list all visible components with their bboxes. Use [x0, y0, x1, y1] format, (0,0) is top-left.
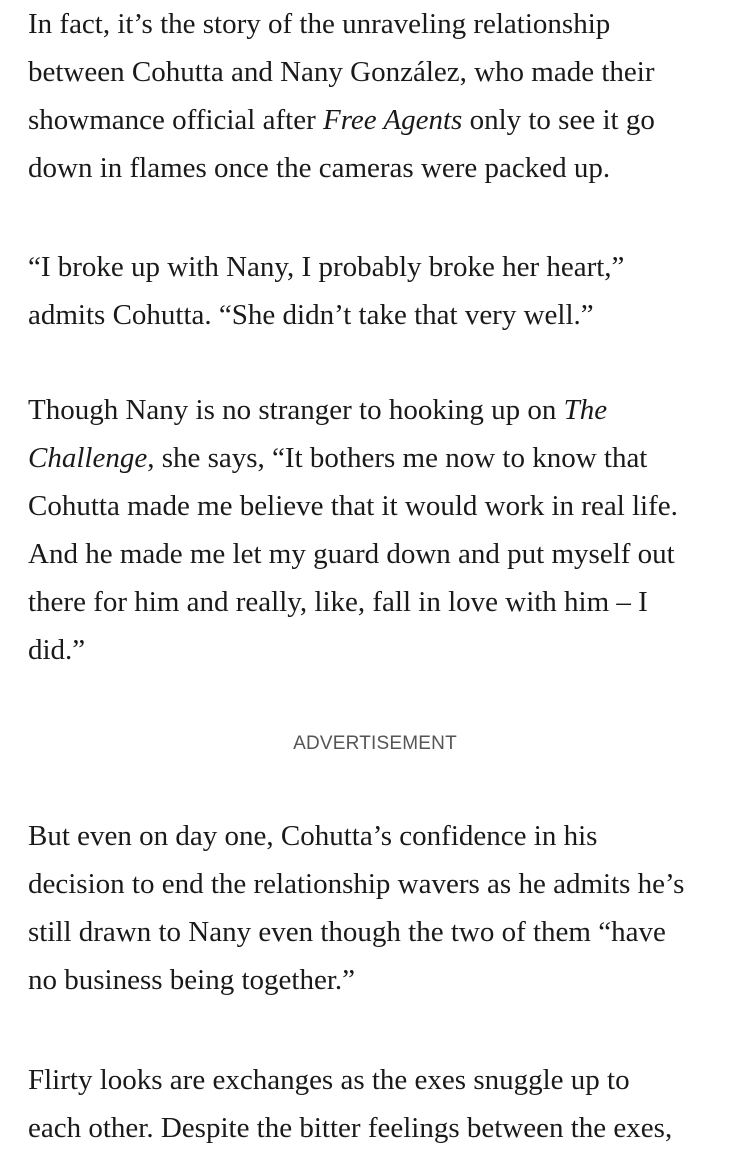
text-span: Though Nany is no stranger to hooking up on [28, 394, 564, 426]
article-paragraph-3 [28, 386, 728, 674]
text-line [28, 812, 728, 860]
text-span: down in flames once the cameras were packed up. [28, 152, 611, 184]
text-span: Flirty looks are exchanges as the exes snuggle up to [28, 1064, 630, 1096]
text-span: decision to end the relationship wavers as he admits he’s [28, 868, 685, 900]
text-span: , she says, “It bothers me now to know that [147, 442, 648, 474]
text-span: still drawn to Nany even though the two of them “have [28, 916, 666, 948]
text-line [28, 243, 728, 291]
text-line [28, 1104, 728, 1152]
text-line [28, 578, 728, 626]
text-span: did.” [28, 634, 86, 666]
text-line [28, 96, 728, 144]
article-paragraph-1 [28, 0, 728, 192]
text-line [28, 144, 728, 192]
text-span: Cohutta made me believe that it would work in real life. [28, 490, 678, 522]
text-span: “I broke up with Nany, I probably broke her heart,” [28, 251, 625, 283]
text-line [28, 386, 728, 434]
article-paragraph-4 [28, 812, 728, 1004]
italic-title: Free Agents [322, 104, 463, 136]
text-line [28, 908, 728, 956]
text-span: admits Cohutta. “She didn’t take that very well.” [28, 299, 594, 331]
text-line [28, 860, 728, 908]
text-span: no business being together.” [28, 964, 356, 996]
text-span: only to see it go [462, 104, 655, 136]
text-line [28, 434, 728, 482]
text-line [28, 482, 728, 530]
text-line [28, 626, 728, 674]
italic-title: Challenge [28, 442, 148, 474]
italic-title: The [563, 394, 608, 426]
text-line [28, 291, 728, 339]
text-span: each other. Despite the bitter feelings between the exes, [28, 1112, 673, 1144]
text-line [28, 48, 728, 96]
article-paragraph-5 [28, 1056, 728, 1152]
text-line [28, 530, 728, 578]
text-span: And he made me let my guard down and put myself out [28, 538, 675, 570]
text-span: But even on day one, Cohutta’s confidence in his [28, 820, 598, 852]
text-span: there for him and really, like, fall in love with him – I [28, 586, 648, 618]
advertisement-label: ADVERTISEMENT [293, 733, 457, 754]
text-span: between Cohutta and Nany González, who made their [28, 56, 655, 88]
text-span: In fact, it’s the story of the unraveling relationship [28, 8, 611, 40]
text-line [28, 956, 728, 1004]
article-paragraph-2 [28, 243, 728, 339]
text-line [28, 0, 728, 48]
text-line [28, 1056, 728, 1104]
text-span: showmance official after [28, 104, 323, 136]
